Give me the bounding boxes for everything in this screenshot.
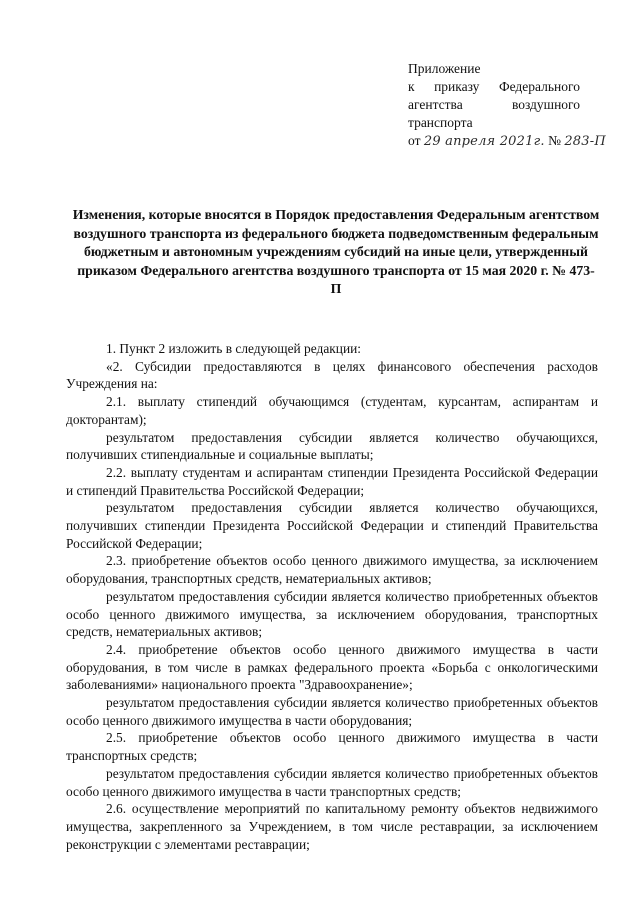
paragraph: 2.4. приобретение объектов особо ценного движимого имущества в части оборудования, в том числе в рамках федерального проекта «Борьба с онкологическими заболеваниями» национального проекта "Здравоохранение»; xyxy=(66,641,598,693)
date-prefix: от xyxy=(408,133,421,148)
appendix-word: Федерального xyxy=(498,79,580,94)
appendix-word: воздушного xyxy=(511,97,580,112)
appendix-block xyxy=(408,60,606,151)
number-sign: № xyxy=(548,133,561,148)
document-body xyxy=(66,340,598,853)
paragraph: 2.3. приобретение объектов особо ценного движимого имущества, за исключением оборудования, транспортных средств, нематериальных активов; xyxy=(66,553,598,587)
paragraph: 2.6. осуществление мероприятий по капитальному ремонту объектов недвижимого имущества, закрепленного за Учреждением, в том числе реставрации, за исключением реконструкции с элементами реставрации; xyxy=(66,801,598,852)
paragraph: 2.5. приобретение объектов особо ценного движимого имущества в части транспортных средств; xyxy=(66,730,598,764)
appendix-line-agency xyxy=(408,96,580,114)
appendix-word: агентства xyxy=(408,97,463,112)
paragraph: 2.2. выплату студентам и аспирантам стипендии Президента Российской Федерации и стипендий Правительства Российской Федерации; xyxy=(66,464,598,498)
appendix-word: к xyxy=(408,79,415,94)
paragraph: 2.1. выплату стипендий обучающимся (студентам, курсантам, аспирантам и докторантам); xyxy=(66,394,598,427)
appendix-line-date xyxy=(408,132,606,151)
paragraph: результатом предоставления субсидии является количество обучающихся, получивших стипендиальные и социальные выплаты; xyxy=(66,429,598,463)
paragraph: результатом предоставления субсидии является количество приобретенных объектов особо ценного движимого имущества, за исключением оборудования, транспортных средств, нематериальных активов; xyxy=(66,588,598,640)
handwritten-number: 283-П xyxy=(564,134,606,149)
paragraph: результатом предоставления субсидии является количество приобретенных объектов особо ценного движимого имущества в части оборудования; xyxy=(66,695,598,728)
paragraph: результатом предоставления субсидии является количество обучающихся, получивших стипендии Президента Российской Федерации и стипендий Правительства Российской Федерации; xyxy=(66,500,598,551)
paragraph: 1. Пункт 2 изложить в следующей редакции: xyxy=(106,341,362,356)
paragraph: результатом предоставления субсидии является количество приобретенных объектов особо ценного движимого имущества в части транспортных средств; xyxy=(66,765,598,799)
appendix-line-order xyxy=(408,78,580,96)
document-title: Изменения, которые вносятся в Порядок предоставления Федеральным агентством воздушного транспорта из федерального бюджета подведомственным федеральным бюджетным и автономным учреждениям субсидий на иные цели, утвержденный приказом Федерального агентства воздушного транспорта от 15 мая 2020 г. № 473-П xyxy=(72,207,600,297)
appendix-line-transport: транспорта xyxy=(408,115,473,130)
handwritten-date: 29 апреля 2021г. xyxy=(423,134,545,149)
paragraph: «2. Субсидии предоставляются в целях финансового обеспечения расходов Учреждения на: xyxy=(66,358,598,392)
appendix-word: приказу xyxy=(434,79,480,94)
appendix-title: Приложение xyxy=(408,61,481,76)
